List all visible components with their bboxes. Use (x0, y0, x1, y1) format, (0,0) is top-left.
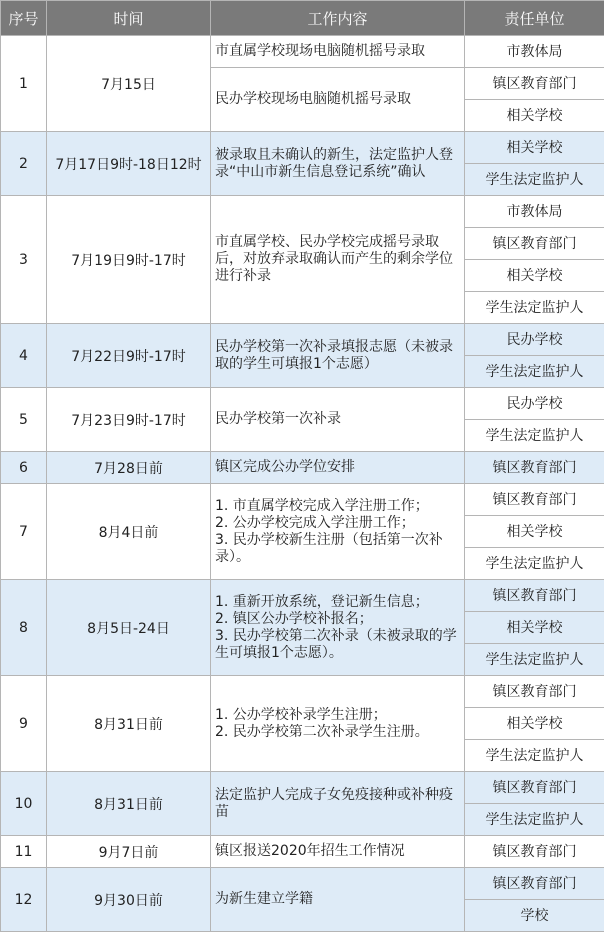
row-unit: 镇区教育部门 (465, 228, 604, 260)
row-unit: 学生法定监护人 (465, 164, 604, 196)
row-content: 民办学校第一次补录 (211, 388, 465, 452)
row-time: 7月19日9时-17时 (47, 196, 211, 324)
row-unit: 市教体局 (465, 196, 604, 228)
row-content: 为新生建立学籍 (211, 868, 465, 932)
table-row (1, 324, 604, 356)
row-time: 8月31日前 (47, 772, 211, 836)
row-content: 镇区报送2020年招生工作情况 (211, 836, 465, 868)
row-unit: 镇区教育部门 (465, 868, 604, 900)
row-unit: 相关学校 (465, 100, 604, 132)
row-content (211, 580, 465, 676)
row-content: 民办学校现场电脑随机摇号录取 (211, 68, 465, 132)
header-no: 序号 (1, 1, 47, 36)
row-time: 7月22日9时-17时 (47, 324, 211, 388)
row-content: 镇区完成公办学位安排 (211, 452, 465, 484)
table-row (1, 580, 604, 612)
row-number: 11 (1, 836, 47, 868)
row-number: 2 (1, 132, 47, 196)
content-line: 1. 重新开放系统，登记新生信息； (215, 594, 460, 611)
row-unit: 学校 (465, 900, 604, 932)
row-number: 6 (1, 452, 47, 484)
content-line: 2. 镇区公办学校补报名； (215, 611, 460, 628)
row-number: 12 (1, 868, 47, 932)
row-unit: 镇区教育部门 (465, 580, 604, 612)
table-row (1, 868, 604, 900)
row-time: 7月15日 (47, 36, 211, 132)
header-content: 工作内容 (211, 1, 465, 36)
row-content (211, 484, 465, 580)
row-unit: 镇区教育部门 (465, 452, 604, 484)
row-unit: 相关学校 (465, 132, 604, 164)
row-unit: 学生法定监护人 (465, 740, 604, 772)
table-row (1, 772, 604, 804)
content-line: 1. 市直属学校完成入学注册工作； (215, 498, 460, 515)
row-time: 9月30日前 (47, 868, 211, 932)
row-unit: 学生法定监护人 (465, 644, 604, 676)
row-content: 被录取且未确认的新生，法定监护人登录“中山市新生信息登记系统”确认 (211, 132, 465, 196)
content-line: 3. 民办学校第二次补录（未被录取的学生可填报1个志愿）。 (215, 628, 460, 662)
row-unit: 民办学校 (465, 388, 604, 420)
row-content: 民办学校第一次补录填报志愿（未被录取的学生可填报1个志愿） (211, 324, 465, 388)
row-unit: 相关学校 (465, 260, 604, 292)
row-unit: 学生法定监护人 (465, 420, 604, 452)
header-time: 时间 (47, 1, 211, 36)
row-unit: 相关学校 (465, 612, 604, 644)
row-number: 1 (1, 36, 47, 132)
row-unit: 镇区教育部门 (465, 772, 604, 804)
row-unit: 相关学校 (465, 516, 604, 548)
row-time: 8月31日前 (47, 676, 211, 772)
table-row (1, 484, 604, 516)
table-row (1, 388, 604, 420)
row-time: 7月23日9时-17时 (47, 388, 211, 452)
row-number: 9 (1, 676, 47, 772)
row-number: 10 (1, 772, 47, 836)
row-unit: 相关学校 (465, 708, 604, 740)
row-unit: 学生法定监护人 (465, 292, 604, 324)
row-unit: 镇区教育部门 (465, 676, 604, 708)
row-unit: 镇区教育部门 (465, 68, 604, 100)
content-line: 2. 公办学校完成入学注册工作； (215, 515, 460, 532)
table-row (1, 36, 604, 68)
row-number: 5 (1, 388, 47, 452)
content-line: 1. 公办学校补录学生注册； (215, 707, 460, 724)
row-time: 7月28日前 (47, 452, 211, 484)
table-row (1, 132, 604, 164)
row-unit: 镇区教育部门 (465, 484, 604, 516)
table-row (1, 452, 604, 484)
row-number: 3 (1, 196, 47, 324)
row-unit: 学生法定监护人 (465, 356, 604, 388)
row-content: 法定监护人完成子女免疫接种或补种疫苗 (211, 772, 465, 836)
row-unit: 市教体局 (465, 36, 604, 68)
content-line: 3. 民办学校新生注册（包括第一次补录）。 (215, 532, 460, 566)
row-unit: 学生法定监护人 (465, 548, 604, 580)
content-line: 2. 民办学校第二次补录学生注册。 (215, 724, 460, 741)
row-content (211, 676, 465, 772)
row-time: 8月4日前 (47, 484, 211, 580)
table-row (1, 196, 604, 228)
row-time: 8月5日-24日 (47, 580, 211, 676)
row-number: 8 (1, 580, 47, 676)
row-content: 市直属学校现场电脑随机摇号录取 (211, 36, 465, 68)
row-unit: 镇区教育部门 (465, 836, 604, 868)
row-time: 7月17日9时-18日12时 (47, 132, 211, 196)
header-row (1, 1, 604, 36)
row-number: 7 (1, 484, 47, 580)
row-unit: 学生法定监护人 (465, 804, 604, 836)
row-content: 市直属学校、民办学校完成摇号录取后，对放弃录取确认而产生的剩余学位进行补录 (211, 196, 465, 324)
table-row (1, 836, 604, 868)
row-unit: 民办学校 (465, 324, 604, 356)
row-number: 4 (1, 324, 47, 388)
header-unit: 责任单位 (465, 1, 604, 36)
table-row (1, 676, 604, 708)
row-time: 9月7日前 (47, 836, 211, 868)
